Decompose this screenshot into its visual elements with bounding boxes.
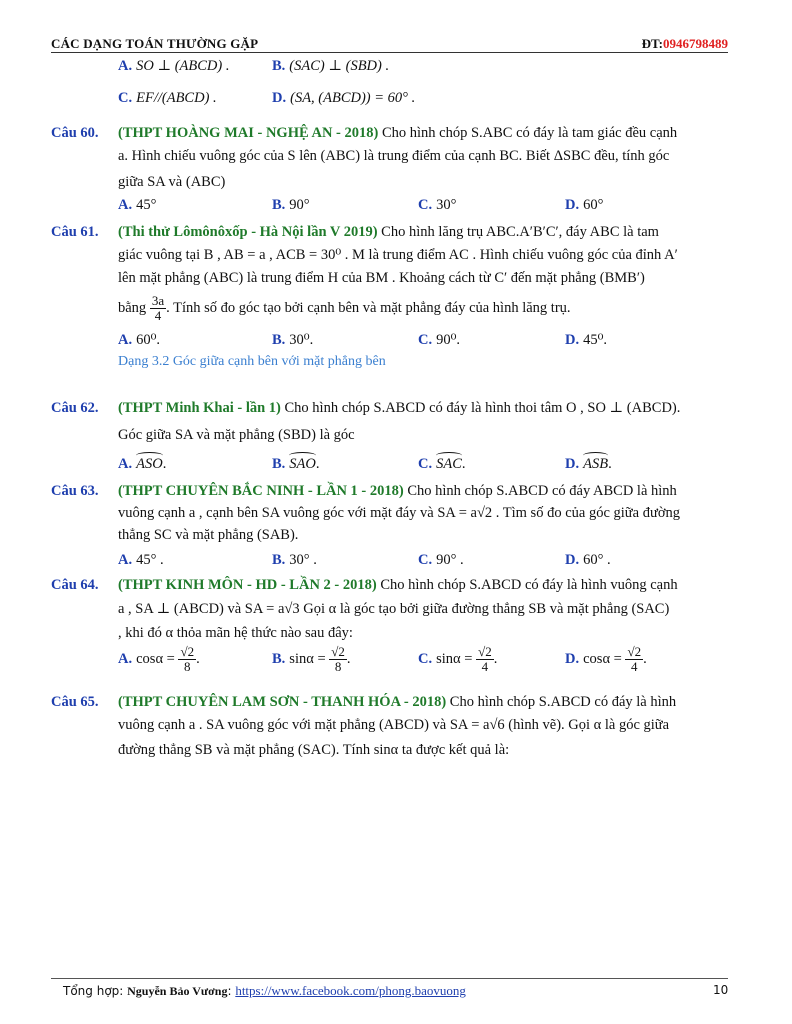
section-heading: Dạng 3.2 Góc giữa cạnh bên với mặt phẳng bên <box>118 354 386 369</box>
q63-option-d: D. 60° . <box>565 552 611 568</box>
header-phone <box>642 36 728 52</box>
q60-option-c: C. 30° <box>418 197 457 213</box>
footer-divider <box>51 978 728 979</box>
q61-fraction: $\frac{3a}{4}$ <box>151 293 165 323</box>
footer: Tổng hợp: Nguyễn Bảo Vương: https://www.facebook.com/phong.baovuong 10 <box>63 983 729 998</box>
q65-line-3: đường thẳng SB và mặt phẳng (SAC). Tính sinα ta được kết quả là: <box>118 742 510 758</box>
q63-option-c: C. 90° . <box>418 552 464 568</box>
q59-option-c: C. EF//(ABCD) . <box>118 90 217 106</box>
phone-number: 0946798489 <box>663 36 728 51</box>
q61-option-d: D. 45⁰. <box>565 332 608 348</box>
q62-line-2: Góc giữa SA và mặt phẳng (SBD) là góc <box>118 427 355 443</box>
q62-option-a: A. ASO. <box>118 456 167 472</box>
page-number: 10 <box>713 983 729 997</box>
q60-option-d: D. 60° <box>565 197 604 213</box>
footer-prefix: Tổng hợp: <box>63 984 128 998</box>
q61-number: Câu 61. <box>51 224 99 240</box>
q61-line-1: (Thi thử Lômônôxốp - Hà Nội lần V 2019) Cho hình lăng trụ ABC.A′B′C′, đáy ABC là tam <box>118 224 659 240</box>
q60-line-1: (THPT HOÀNG MAI - NGHỆ AN - 2018) Cho hình chóp S.ABC có đáy là tam giác đều cạnh <box>118 125 678 141</box>
q61-line-4: bằng $\frac{3a}{4}$ . Tính số đo góc tạo bởi cạnh bên và mặt phẳng đáy của hình lăng trụ. <box>118 293 571 323</box>
phone-prefix: ĐT: <box>641 36 663 51</box>
q60-line-3: giữa SA và (ABC) <box>118 174 226 190</box>
q65-line-2: vuông cạnh a . SA vuông góc với mặt phẳng (ABCD) và SA = a√6 (hình vẽ). Gọi α là góc giữa <box>118 717 670 733</box>
q63-line-1: (THPT CHUYÊN BẮC NINH - LẦN 1 - 2018) Cho hình chóp S.ABCD có đáy ABCD là hình <box>118 483 677 499</box>
footer-link[interactable]: https://www.facebook.com/phong.baovuong <box>235 983 466 998</box>
q63-option-b: B. 30° . <box>272 552 317 568</box>
q61-line-2: giác vuông tại B , AB = a , ACB = 30⁰ . M là trung điểm AC . Hình chiếu vuông góc của đỉnh A′ <box>118 247 678 263</box>
q64-line-3: , khi đó α thỏa mãn hệ thức nào sau đây: <box>118 625 353 641</box>
q62-line-1: (THPT Minh Khai - lần 1) Cho hình chóp S.ABCD có đáy là hình thoi tâm O , SO ⊥ (ABCD). <box>118 400 681 416</box>
q64-line-1: (THPT KINH MÔN - HD - LẦN 2 - 2018) Cho hình chóp S.ABCD có đáy là hình vuông cạnh <box>118 577 678 593</box>
q64-option-c: C. sinα = $\frac{√2}{4}$ . <box>418 644 498 674</box>
q62-option-d: D. ASB. <box>565 456 612 472</box>
q65-line-1: (THPT CHUYÊN LAM SƠN - THANH HÓA - 2018) Cho hình chóp S.ABCD có đáy là hình <box>118 694 677 710</box>
q60-option-b: B. 90° <box>272 197 310 213</box>
q59-option-d: D. (SA, (ABCD)) = 60° . <box>272 90 416 106</box>
q64-number: Câu 64. <box>51 577 99 593</box>
q65-number: Câu 65. <box>51 694 99 710</box>
header-title: CÁC DẠNG TOÁN THƯỜNG GẶP <box>51 36 259 51</box>
q63-option-a: A. 45° . <box>118 552 164 568</box>
header-divider <box>51 52 728 53</box>
q63-number: Câu 63. <box>51 483 99 499</box>
q62-number: Câu 62. <box>51 400 99 416</box>
q63-line-3: thẳng SC và mặt phẳng (SAB). <box>118 527 299 543</box>
q60-line-2: a. Hình chiếu vuông góc của S lên (ABC) là trung điểm của cạnh BC. Biết ΔSBC đều, tính góc <box>118 148 670 164</box>
q62-option-c: C. SAC. <box>418 456 466 472</box>
q64-option-d: D. cosα = $\frac{√2}{4}$ . <box>565 644 647 674</box>
q64-option-a: A. cosα = $\frac{√2}{8}$ . <box>118 644 200 674</box>
q64-option-b: B. sinα = $\frac{√2}{8}$ . <box>272 644 351 674</box>
q64-line-2: a , SA ⊥ (ABCD) và SA = a√3 Gọi α là góc tạo bởi giữa đường thẳng SB và mặt phẳng (SAC) <box>118 601 670 617</box>
q60-option-a: A. 45° <box>118 197 157 213</box>
q63-line-2: vuông cạnh a , cạnh bên SA vuông góc với mặt đáy và SA = a√2 . Tìm số đo của góc giữa đường <box>118 505 680 521</box>
q61-option-a: A. 60⁰. <box>118 332 161 348</box>
q62-option-b: B. SAO. <box>272 456 320 472</box>
q61-option-c: C. 90⁰. <box>418 332 461 348</box>
q61-option-b: B. 30⁰. <box>272 332 314 348</box>
q61-line-3: lên mặt phẳng (ABC) là trung điểm H của BM . Khoảng cách từ C′ đến mặt phẳng (BMB′) <box>118 270 645 286</box>
footer-author: Nguyễn Bảo Vương <box>127 984 228 998</box>
q59-option-b: B. (SAC) ⊥ (SBD) . <box>272 58 390 74</box>
q60-number: Câu 60. <box>51 125 99 141</box>
q59-option-a: A. SO ⊥ (ABCD) . <box>118 58 230 74</box>
